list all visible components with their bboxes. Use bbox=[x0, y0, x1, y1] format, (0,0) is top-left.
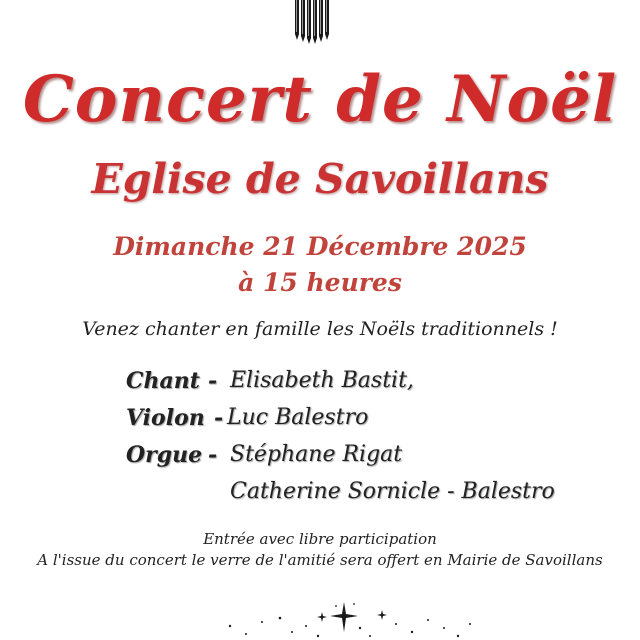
tagline: Venez chanter en famille les Noëls traditionnels ! bbox=[82, 318, 558, 340]
performer-row-orgue-2 bbox=[126, 479, 626, 516]
performer-separator: - bbox=[214, 405, 224, 431]
performer-name: Elisabeth Bastit, bbox=[230, 368, 414, 393]
performer-separator: - bbox=[208, 442, 218, 468]
concert-title: Concert de Noël bbox=[22, 62, 618, 137]
performer-name: Catherine Sornicle - Balestro bbox=[230, 479, 555, 504]
performer-role: Chant bbox=[126, 368, 200, 394]
organ-pipes-icon bbox=[294, 0, 334, 46]
concert-date: Dimanche 21 Décembre 2025 bbox=[113, 232, 527, 261]
reception-note: A l'issue du concert le verre de l'amitié sera offert en Mairie de Savoillans bbox=[37, 551, 603, 569]
venue-subtitle: Eglise de Savoillans bbox=[91, 155, 549, 203]
performer-row-violon bbox=[126, 405, 626, 442]
performer-name: Luc Balestro bbox=[227, 405, 369, 430]
concert-time: à 15 heures bbox=[238, 268, 402, 297]
performer-row-orgue bbox=[126, 442, 626, 479]
performer-name: Stéphane Rigat bbox=[230, 442, 403, 467]
performer-row-chant bbox=[126, 368, 626, 405]
performer-role: Orgue bbox=[126, 442, 203, 468]
performers-list bbox=[126, 368, 626, 516]
performer-role: Violon bbox=[126, 405, 205, 431]
performer-separator: - bbox=[208, 368, 218, 394]
entry-note: Entrée avec libre participation bbox=[203, 530, 437, 548]
starry-night-icon bbox=[200, 598, 480, 640]
